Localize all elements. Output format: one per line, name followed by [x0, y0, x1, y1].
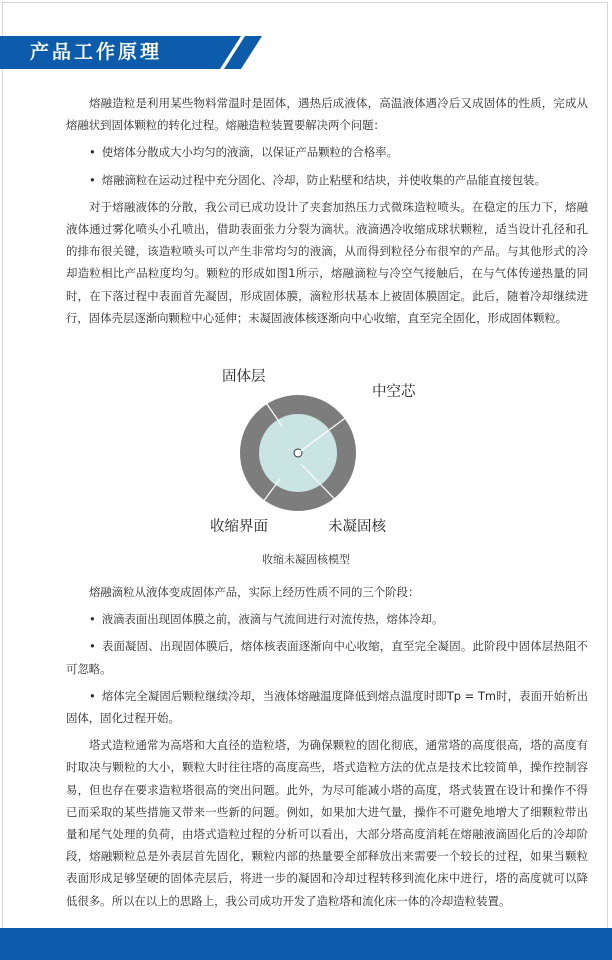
- label-shrink-interface: 收缩界面: [210, 519, 268, 535]
- label-uncondensed-core: 未凝固核: [328, 519, 386, 535]
- bullet-icon: •: [89, 688, 96, 703]
- stage-bullet-3: [66, 685, 588, 729]
- bullet-text: 使熔体分散成大小均匀的液滴，以保证产品颗粒的合格率。: [101, 145, 398, 160]
- bullet-icon: •: [89, 639, 96, 654]
- footer-band: [0, 928, 612, 960]
- bullet-text: 液滴表面出现固体膜之前，液滴与气流间进行对流传热，熔体冷却。: [101, 612, 444, 627]
- intro-paragraph-2: 对于熔融液体的分散，我公司已成功设计了夹套加热压力式微珠造粒喷头。在稳定的压力下，熔融液体通过雾化喷头小孔喷出，借助表面张力分裂为滴状。液滴遇冷收缩成球状颗粒，适当设计孔径和孔的排布很关键，该造粒喷头可以产生非常均匀的液滴，从而得到粒径分布很窄的产品。与其他形式的冷却造粒相比产品粒度均匀。颗粒的形成如图1所示，熔融滴粒与冷空气接触后，在与气体传递热量的同时，在下落过程中表面首先凝固，形成固体膜，滴粒形状基本上被固体膜固定。此后，随着冷却继续进行，固体壳层逐渐向颗粒中心延伸；未凝固液体核逐渐向中心收缩，直至完全固化，形成固体颗粒。: [66, 199, 588, 325]
- bullet-icon: •: [89, 145, 96, 160]
- bullet-text: 熔体完全凝固后颗粒继续冷却，当液体熔融温度降低到熔点温度时即Tp = Tm时，表面开始析出固体，固化过程开始。: [66, 688, 588, 726]
- tower-paragraph: 塔式造粒通常为高塔和大直径的造粒塔，为确保颗粒的固化彻底，通常塔的高度很高，塔的高度有时取决与颗粒的大小，颗粒大时往往塔的高度高些，塔式造粒方法的优点是技术比较简单，操作控制容易，但也存在要求造粒塔很高的突出问题。此外，为尽可能减小塔的高度，塔式装置在设计和操作不得已而采取的某些措施又带来一些新的问题。例如，如果加大进气量，操作不可避免地增大了细颗粒带出量和尾气处理的负荷，由塔式造粒过程的分析可以看出，大部分塔高度消耗在熔融液滴固化后的冷却阶段，熔融颗粒总是外表层首先固化，颗粒内部的热量要全部释放出来需要一个较长的过程，如果当颗粒表面形成足够坚硬的固体壳层后，将进一步的凝固和冷却过程转移到流化床中进行，塔的高度就可以降低很多。所以在以上的思路上，我公司成功开发了造粒塔和流化床一体的冷却造粒装置。: [66, 738, 588, 908]
- bullet-text: 熔融滴粒在运动过程中充分固化、冷却，防止粘壁和结块，并使收集的产品能直接包装。: [101, 172, 546, 187]
- label-hollow-core: 中空芯: [372, 384, 416, 400]
- diagram-caption: 收缩未凝固核模型: [262, 553, 350, 566]
- bullet-icon: •: [89, 612, 96, 627]
- stages-section: [66, 581, 588, 917]
- intro-bullet-2: [66, 169, 588, 191]
- intro-bullet-1: [66, 141, 588, 163]
- label-solid-layer: 固体层: [222, 369, 266, 385]
- stage-bullet-2: [66, 635, 588, 679]
- bullet-icon: •: [89, 172, 96, 187]
- intro-section: [66, 92, 588, 334]
- shrinking-core-diagram: [200, 360, 420, 570]
- bullet-text: 表面凝固、出现固体膜后，熔体核表面逐渐向中心收缩，直至完全凝固。此阶段中固体层热阻不可忽略。: [66, 639, 588, 676]
- intro-paragraph-1: 熔融造粒是利用某些物料常温时是固体，遇热后成液体，高温液体遇冷后又成固体的性质，完成从熔融状到固体颗粒的转化过程。熔融造粒装置要解决两个问题：: [66, 96, 588, 133]
- stage-bullet-1: [66, 608, 588, 630]
- page-title: 产品工作原理: [30, 41, 163, 63]
- stages-intro: 熔融滴粒从液体变成固体产品，实际上经历性质不同的三个阶段：: [89, 585, 420, 599]
